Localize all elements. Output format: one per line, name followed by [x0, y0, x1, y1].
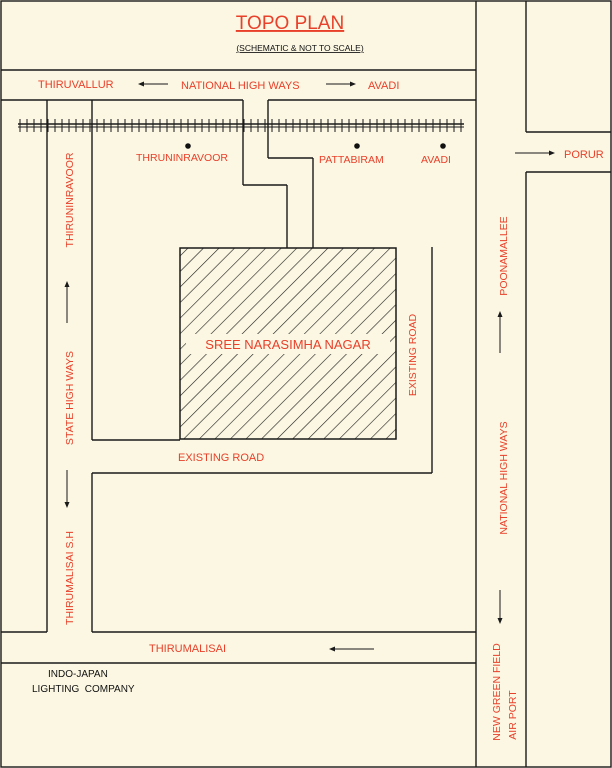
- map-title: TOPO PLAN: [235, 13, 345, 34]
- site-name: SREE NARASIMHA NAGAR: [205, 337, 371, 352]
- label-avadi-top: AVADI: [368, 80, 400, 92]
- label-air-port: AIR PORT: [507, 690, 519, 740]
- map-subtitle: (SCHEMATIC & NOT TO SCALE): [236, 43, 364, 53]
- label-thiruvallur: THIRUVALLUR: [38, 79, 114, 91]
- label-new-green-field: NEW GREEN FIELD: [491, 643, 503, 741]
- station-dot-thruninravoor: [185, 143, 191, 149]
- label-thirumalisai: THIRUMALISAI: [149, 643, 227, 655]
- landmark-line-2: LIGHTING COMPANY: [32, 684, 135, 695]
- station-dot-avadi: [440, 143, 446, 149]
- station-label-thruninravoor: THRUNINRAVOOR: [136, 152, 228, 164]
- label-existing-road-horizontal: EXISTING ROAD: [178, 452, 265, 464]
- label-national-high-ways-right: NATIONAL HIGH WAYS: [498, 421, 510, 535]
- label-thirumalisai-sh: THIRUMALISAI S.H: [64, 531, 76, 625]
- station-label-avadi: AVADI: [421, 154, 451, 166]
- label-poonamallee: POONAMALLEE: [498, 216, 510, 296]
- label-existing-road-vertical: EXISTING ROAD: [407, 313, 419, 397]
- landmark-line-1: INDO-JAPAN: [48, 669, 108, 680]
- label-porur: PORUR: [564, 149, 604, 161]
- station-label-pattabiram: PATTABIRAM: [319, 154, 384, 166]
- label-thiruninravoor-left: THIRUNINRAVOOR: [64, 152, 76, 248]
- station-dot-pattabiram: [354, 143, 360, 149]
- label-state-high-ways: STATE HIGH WAYS: [64, 350, 76, 446]
- label-national-high-ways-top: NATIONAL HIGH WAYS: [181, 80, 300, 92]
